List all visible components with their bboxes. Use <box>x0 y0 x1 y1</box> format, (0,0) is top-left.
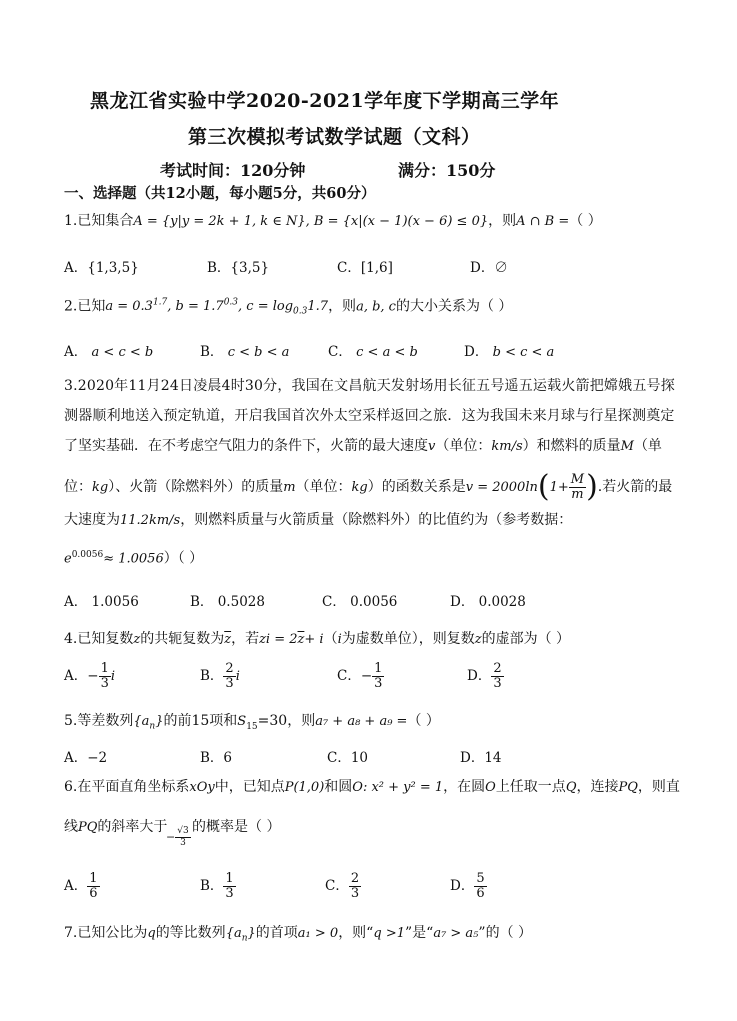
question-5-stem: 5.等差数列$\{a_n\}$的前15项和$S_{15}=30$，则a₇ + a₈ + a₉ =（ ） <box>64 713 440 732</box>
q1-prefix: 1.已知集合 <box>64 213 134 229</box>
q6-option-c: C． $\frac{2}{3}$ <box>325 871 360 901</box>
section-heading: 一、选择题（共12小题，每小题5分，共60分） <box>64 185 376 202</box>
q3-option-b: B． 0.5028 <box>190 594 265 610</box>
exam-full-score: 满分：150分 <box>398 161 496 180</box>
q3-option-c: C． 0.0056 <box>322 594 398 610</box>
q2-option-c: C． c < a < b <box>328 344 418 360</box>
question-7-stem: 7.已知公比为q的等比数列$\{a_n\}$的首项a₁ > 0，则“q >1”是“a₇ > a₅”的（ ） <box>64 925 533 944</box>
q2-option-b: B． c < b < a <box>200 344 290 360</box>
q6-option-a: A． $\frac{1}{6}$ <box>64 871 98 901</box>
question-4-stem: 4.已知复数z的共轭复数为$\overline{z}$，若zi = $2\overline{z}+ i(i$为虚数单位），则复数z的虚部为（ ） <box>64 631 571 647</box>
question-6-line2: 线PQ的斜率大于 <box>64 819 168 835</box>
q5-option-a: A．−2 <box>64 750 108 766</box>
q2-option-d: D． b < c < a <box>464 344 555 360</box>
q2-option-a: A． a < c < b <box>64 344 154 360</box>
q4-option-d: D． $\frac{2}{3}$ <box>467 661 502 691</box>
q1-option-a: A．{1,3,5} <box>64 260 139 276</box>
q1-sets: A = {y|y = 2k + 1, k ∈ N}, B = {x|(x − 1)(x − 6) ≤ 0} <box>133 214 489 229</box>
exam-time: 考试时间：120分钟 <box>160 161 306 180</box>
exam-title-line1: 黑龙江省实验中学2020-2021学年度下学期高三学年 <box>90 90 560 112</box>
q3-line5: 大速度为11.2km/s，则燃料质量与火箭质量（除燃料外）的比值约为（参考数据： <box>64 512 573 528</box>
q4-option-a: A．− $\frac{1}{3}$ i <box>64 661 116 691</box>
question-6-stem: 6.在平面直角坐标系xOy中，已知点P(1,0)和圆O: x² + y² = 1，在圆O上任取一点Q，连接PQ，则直 <box>64 779 680 795</box>
q6-option-b: B． $\frac{1}{3}$ <box>200 871 234 901</box>
q6-sqrt-fraction: − $\frac{√3}{3}$ <box>166 826 189 848</box>
question-1-stem <box>64 212 602 231</box>
q1-option-d: D．∅ <box>470 260 508 276</box>
question-2-stem: 2.已知$a = 0.3^{1.7}$, $b = 1.7^{0.3}$, $c = \log_{0.3}1.7$，则a, b, c的大小关系为（ ） <box>64 298 513 317</box>
q4-option-c: C．− $\frac{1}{3}$ <box>337 661 383 691</box>
q5-option-d: D．14 <box>460 750 502 766</box>
q1-option-c: C．[1,6] <box>337 260 393 276</box>
q5-option-b: B．6 <box>200 750 233 766</box>
q3-option-a: A． 1.0056 <box>64 594 139 610</box>
q1-ask: A ∩ B = <box>516 214 570 229</box>
q1-paren: （ ） <box>569 213 602 229</box>
q1-suffix: ，则 <box>488 213 517 229</box>
q3-line3: 了坚实基础．在不考虑空气阻力的条件下，火箭的最大速度v（单位：km/s）和燃料的质量M（单 <box>64 438 662 454</box>
q6-option-d: D． $\frac{5}{6}$ <box>450 871 485 901</box>
q1-option-b: B．{3,5} <box>207 260 270 276</box>
q4-option-b: B． $\frac{2}{3}$ i <box>200 661 240 691</box>
q3-line2: 测器顺利地送入预定轨道，开启我国首次外太空采样返回之旅．这为我国未来月球与行星探测奠定 <box>64 408 675 424</box>
q3-line6: $e^{0.0056}\approx 1.0056$）（ ） <box>64 550 204 567</box>
question-6-line2-end: 的概率是（ ） <box>192 819 281 835</box>
q5-option-c: C．10 <box>327 750 369 766</box>
exam-title-line2: 第三次模拟考试数学试题（文科） <box>188 126 481 148</box>
q3-option-d: D． 0.0028 <box>450 594 526 610</box>
q3-line4: 位：kg）、火箭（除燃料外）的质量m（单位：kg）的函数关系是v = 2000ln(1+ $\frac{M}{m}$ ).若火箭的最 <box>64 469 673 504</box>
q3-line1: 3.2020年11月24日凌晨4时30分，我国在文昌航天发射场用长征五号遥五运载火箭把嫦娥五号探 <box>64 378 675 394</box>
